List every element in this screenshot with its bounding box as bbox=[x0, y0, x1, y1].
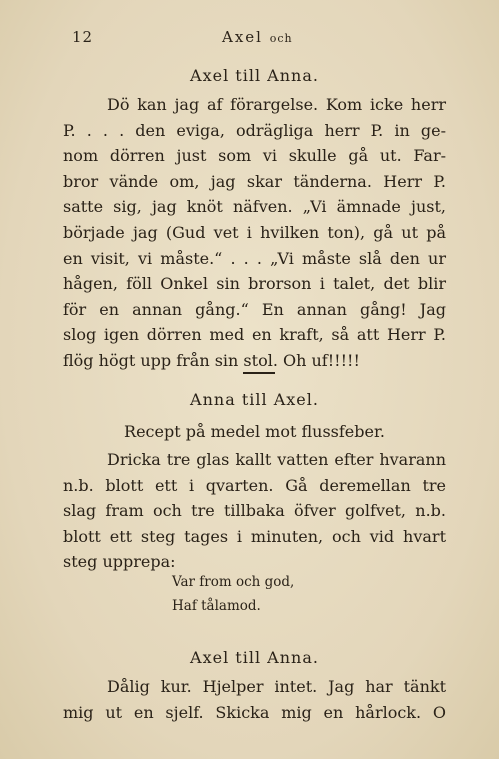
verse-line: Haf tålamod. bbox=[172, 598, 261, 614]
body-line: slag fram och tre tillbaka öfver golfvet, n.b. bbox=[63, 501, 446, 521]
recipe-title: Recept på medel mot flussfeber. bbox=[124, 422, 385, 441]
body-line: steg upprepa: bbox=[63, 552, 176, 572]
section-divider-rule bbox=[243, 372, 275, 374]
body-line: blott ett steg tages i minuten, och vid hvart bbox=[63, 526, 446, 546]
letter-heading-2: Anna till Axel. bbox=[190, 390, 319, 409]
letter-body-3 bbox=[63, 674, 446, 725]
body-line: en visit, vi måste.“ . . . „Vi måste slå den ur bbox=[63, 248, 446, 268]
running-title-main: Axel bbox=[222, 28, 263, 46]
body-line: Dålig kur. Hjelper intet. Jag har tänkt bbox=[107, 677, 446, 696]
verse-block bbox=[172, 570, 294, 618]
letter-heading-1: Axel till Anna. bbox=[190, 66, 319, 85]
body-line: n.b. blott ett i qvarten. Gå deremellan tre bbox=[63, 475, 446, 495]
letter-heading-3: Axel till Anna. bbox=[190, 648, 319, 667]
body-line: för en annan gång.“ En annan gång! Jag bbox=[63, 299, 446, 319]
body-line: P. . . . den eviga, odrägliga herr P. in ge- bbox=[63, 120, 446, 140]
body-line: började jag (Gud vet i hvilken ton), gå ut på bbox=[63, 222, 446, 242]
running-title-small: och bbox=[269, 32, 293, 45]
body-line: Dricka tre glas kallt vatten efter hvarann bbox=[107, 450, 446, 469]
running-title bbox=[222, 28, 293, 46]
body-line: nom dörren just som vi skulle gå ut. Far- bbox=[63, 146, 446, 166]
body-line: hågen, föll Onkel sin brorson i talet, det blir bbox=[63, 274, 446, 294]
running-head bbox=[72, 28, 452, 52]
body-line: satte sig, jag knöt näfven. „Vi ämnade just, bbox=[63, 197, 446, 217]
body-line: bror vände om, jag skar tänderna. Herr P. bbox=[63, 171, 446, 191]
body-line: Dö kan jag af förargelse. Kom icke herr bbox=[107, 95, 446, 114]
body-line: slog igen dörren med en kraft, så att Herr P. bbox=[63, 325, 446, 345]
verse-line: Var from och god, bbox=[172, 574, 295, 590]
body-line: flög högt upp från sin stol. Oh uf!!!!! bbox=[63, 350, 360, 370]
letter-body-2 bbox=[63, 447, 446, 575]
body-line: mig ut en sjelf. Skicka mig en hårlock. O bbox=[63, 702, 446, 722]
letter-body-1 bbox=[63, 92, 446, 374]
page-number: 12 bbox=[72, 28, 94, 46]
